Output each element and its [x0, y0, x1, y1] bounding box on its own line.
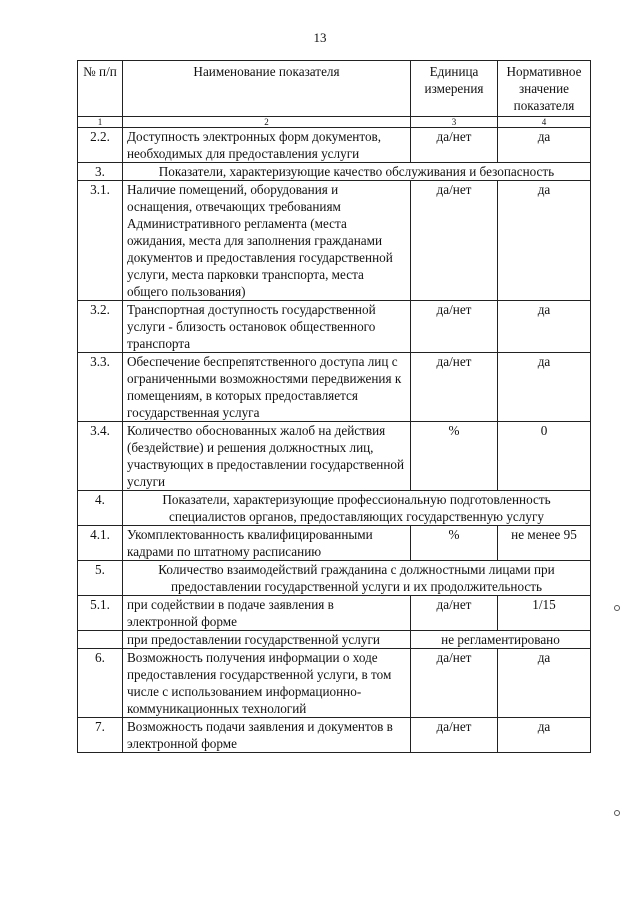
table-row	[78, 596, 591, 631]
row-number: 3.3.	[78, 353, 123, 422]
row-number: 3.4.	[78, 422, 123, 491]
indicators-table	[77, 60, 591, 753]
unit: да/нет	[411, 181, 498, 301]
header-number: № п/п	[78, 61, 123, 117]
unit: да/нет	[411, 596, 498, 631]
section-row	[78, 491, 591, 526]
indicator-name: Укомплектованность квалифицированными кадрами по штатному расписанию	[123, 526, 411, 561]
section-title: Количество взаимодействий гражданина с должностными лицами при предоставлении государственной услуги и их продолжительность	[123, 561, 591, 596]
section-row	[78, 561, 591, 596]
unit: да/нет	[411, 301, 498, 353]
margin-dot	[614, 605, 620, 611]
column-index: 3	[411, 117, 498, 128]
indicator-name: Возможность получения информации о ходе предоставления государственной услуги, в том числе с использованием информационно-коммуникационных технологий	[123, 649, 411, 718]
unit: да/нет	[411, 353, 498, 422]
indicator-name: при содействии в подаче заявления в электронной форме	[123, 596, 411, 631]
indicator-name: Обеспечение беспрепятственного доступа лиц с ограниченными возможностями передвижения к помещениям, в которых предоставляется государственная услуга	[123, 353, 411, 422]
row-number: 4.1.	[78, 526, 123, 561]
norm-value: да	[498, 718, 591, 753]
row-number: 7.	[78, 718, 123, 753]
norm-value: 1/15	[498, 596, 591, 631]
row-number: 2.2.	[78, 128, 123, 163]
row-number: 5.1.	[78, 596, 123, 631]
margin-dot	[614, 810, 620, 816]
indicator-name: Наличие помещений, оборудования и оснащения, отвечающих требованиям Административного регламента (места ожидания, места для заполнения гражданами документов и предоставления государственной услуги, места парковки транспорта, места общего пользования)	[123, 181, 411, 301]
indicator-name: Доступность электронных форм документов, необходимых для предоставления услуги	[123, 128, 411, 163]
header-unit: Единица измерения	[411, 61, 498, 117]
table-row	[78, 422, 591, 491]
norm-value: 0	[498, 422, 591, 491]
table-row	[78, 301, 591, 353]
column-index: 4	[498, 117, 591, 128]
unit: %	[411, 526, 498, 561]
row-number: 3.1.	[78, 181, 123, 301]
header-indicator-name: Наименование показателя	[123, 61, 411, 117]
norm-value: да	[498, 353, 591, 422]
indicator-name: Транспортная доступность государственной услуги - близость остановок общественного транспорта	[123, 301, 411, 353]
column-index: 1	[78, 117, 123, 128]
indicator-name: Количество обоснованных жалоб на действия (бездействие) и решения должностных лиц, участвующих в предоставлении государственной услуги	[123, 422, 411, 491]
table-row	[78, 128, 591, 163]
norm-value: да	[498, 649, 591, 718]
row-number: 6.	[78, 649, 123, 718]
section-title: Показатели, характеризующие качество обслуживания и безопасность	[123, 163, 591, 181]
unit: да/нет	[411, 718, 498, 753]
section-title: Показатели, характеризующие профессиональную подготовленность специалистов органов, предоставляющих государственную услугу	[123, 491, 591, 526]
norm-value: да	[498, 301, 591, 353]
indicator-name: Возможность подачи заявления и документов в электронной форме	[123, 718, 411, 753]
table-row	[78, 353, 591, 422]
norm-value: да	[498, 128, 591, 163]
row-number: 3.	[78, 163, 123, 181]
row-number: 4.	[78, 491, 123, 526]
page-number: 13	[313, 30, 327, 45]
row-number	[78, 631, 123, 649]
unit: да/нет	[411, 128, 498, 163]
unit: %	[411, 422, 498, 491]
merged-value: не регламентировано	[411, 631, 591, 649]
norm-value: не менее 95	[498, 526, 591, 561]
table-row	[78, 181, 591, 301]
section-row	[78, 163, 591, 181]
table-row	[78, 526, 591, 561]
table-row	[78, 718, 591, 753]
unit: да/нет	[411, 649, 498, 718]
row-number: 3.2.	[78, 301, 123, 353]
table-row	[78, 631, 591, 649]
column-index-row	[78, 117, 591, 128]
table-header-row	[78, 61, 591, 117]
indicator-name: при предоставлении государственной услуги	[123, 631, 411, 649]
table-body	[78, 128, 591, 753]
row-number: 5.	[78, 561, 123, 596]
norm-value: да	[498, 181, 591, 301]
table-row	[78, 649, 591, 718]
column-index: 2	[123, 117, 411, 128]
header-norm-value: Нормативное значение показателя	[498, 61, 591, 117]
